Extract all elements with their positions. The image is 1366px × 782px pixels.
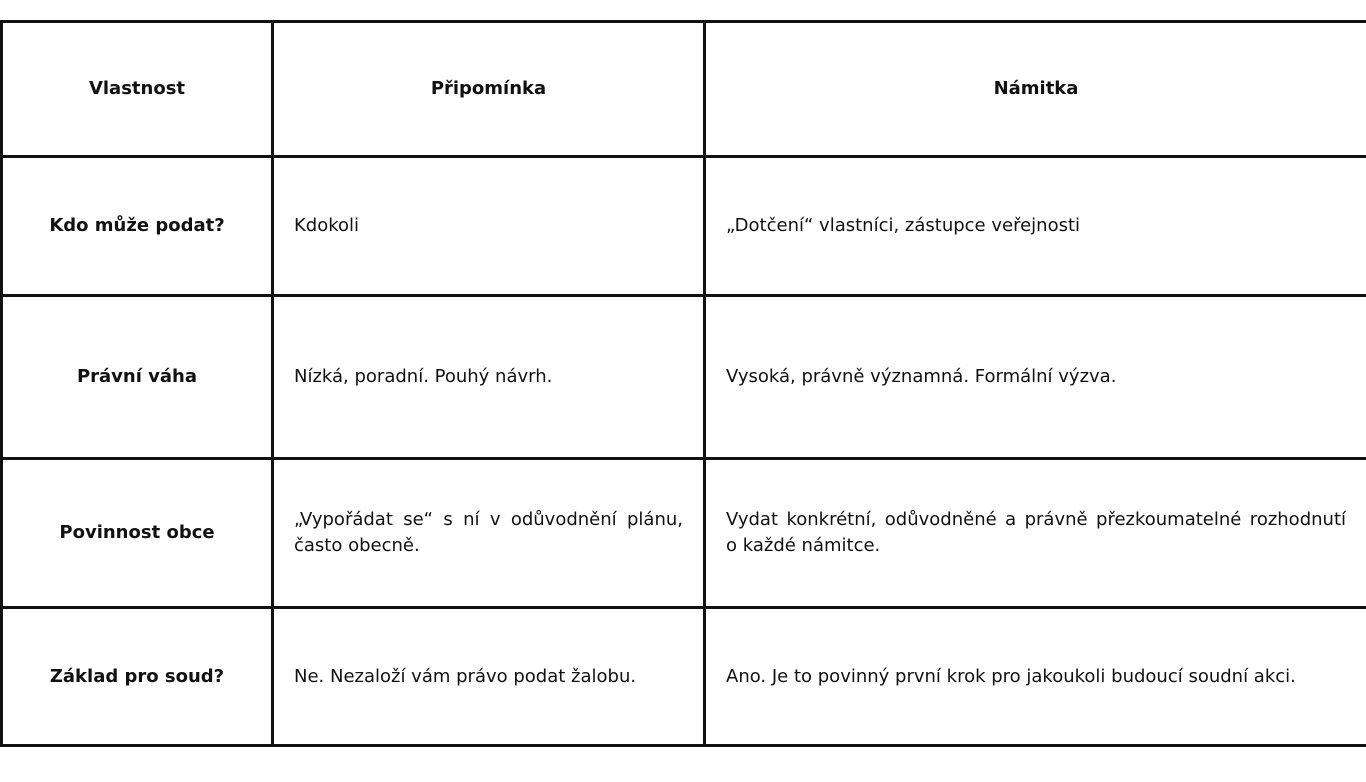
row-property-cell: Základ pro soud? <box>2 608 273 746</box>
comparison-table <box>0 20 1366 747</box>
header-objection: Námitka <box>705 22 1366 157</box>
row-objection-cell: Vydat konkrétní, odůvodněné a právně přezkoumatelné rozhodnutí o každé námitce. <box>705 459 1366 608</box>
row-objection-cell: Vysoká, právně významná. Formální výzva. <box>705 296 1366 459</box>
row-comment-cell: Ne. Nezaloží vám právo podat žalobu. <box>273 608 705 746</box>
row-property-cell: Povinnost obce <box>2 459 273 608</box>
table-row <box>2 157 1366 296</box>
row-objection-cell: „Dotčení“ vlastníci, zástupce veřejnosti <box>705 157 1366 296</box>
table-row <box>2 459 1366 608</box>
table-header-row <box>2 22 1366 157</box>
row-property-cell: Kdo může podat? <box>2 157 273 296</box>
comparison-table-container <box>0 20 1366 747</box>
row-comment-cell: „Vypořádat se“ s ní v odůvodnění plánu, často obecně. <box>273 459 705 608</box>
header-comment: Připomínka <box>273 22 705 157</box>
table-row <box>2 608 1366 746</box>
row-property-cell: Právní váha <box>2 296 273 459</box>
row-objection-cell: Ano. Je to povinný první krok pro jakoukoli budoucí soudní akci. <box>705 608 1366 746</box>
table-row <box>2 296 1366 459</box>
header-property: Vlastnost <box>2 22 273 157</box>
row-comment-cell: Nízká, poradní. Pouhý návrh. <box>273 296 705 459</box>
row-comment-cell: Kdokoli <box>273 157 705 296</box>
